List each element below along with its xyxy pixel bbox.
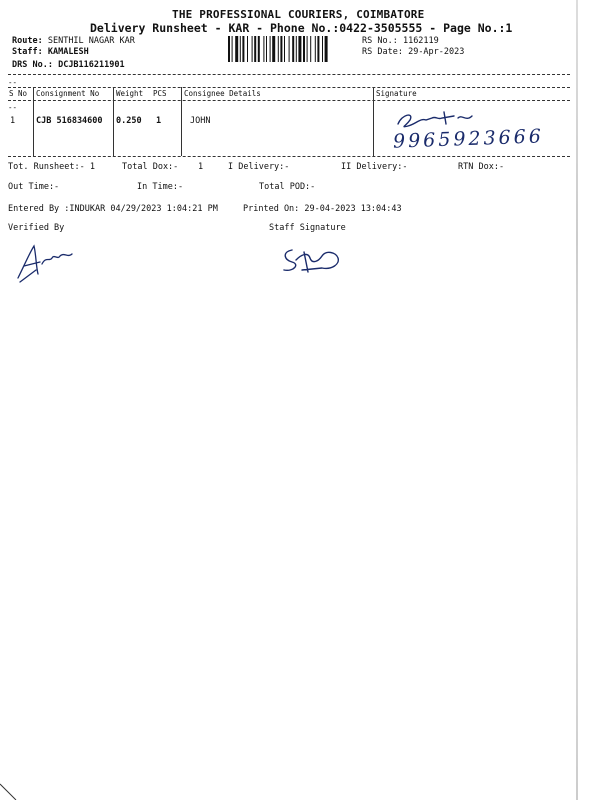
rule-body-bottom — [8, 156, 570, 157]
rule-mark-2: -- — [8, 103, 18, 112]
drs-row — [12, 60, 125, 70]
scan-edge-shadow — [576, 0, 578, 800]
rule-header-top — [8, 87, 570, 88]
table-row-consignee: JOHN — [190, 116, 211, 126]
col-header-consignee: Consignee Details — [184, 89, 261, 98]
runsheet-title: Delivery Runsheet - KAR - Phone No.:0422-3505555 - Page No.:1 — [90, 21, 513, 35]
total-runsheet: Tot. Runsheet:- 1 — [8, 162, 95, 172]
company-title: THE PROFESSIONAL COURIERS, COIMBATORE — [172, 8, 425, 21]
rs-date-label: RS Date: — [362, 47, 403, 57]
rtn-dox: RTN Dox:- — [458, 162, 505, 172]
table-row-consignment: CJB 516834600 — [36, 116, 103, 126]
drs-label: DRS No.: — [12, 60, 53, 70]
route-label: Route: — [12, 36, 43, 46]
ii-delivery: II Delivery:- — [341, 162, 408, 172]
in-time: In Time:- — [137, 182, 184, 192]
rs-no-label: RS No.: — [362, 36, 398, 46]
table-row-weight: 0.250 — [116, 116, 142, 126]
rule-header-bottom — [8, 100, 570, 101]
verifier-signature-icon — [14, 240, 84, 285]
staff-label: Staff: — [12, 47, 43, 57]
corner-fold-icon — [0, 782, 20, 800]
col-line — [181, 87, 182, 156]
barcode-icon — [228, 36, 354, 62]
verified-by-label: Verified By — [8, 223, 65, 233]
rs-date-value: 29-Apr-2023 — [408, 47, 465, 57]
staff-value: KAMALESH — [47, 47, 89, 57]
col-header-pcs: PCS — [153, 89, 167, 98]
total-pod: Total POD:- — [259, 182, 316, 192]
route-row — [12, 36, 135, 46]
i-delivery: I Delivery:- — [228, 162, 290, 172]
col-header-weight: Weight — [116, 89, 144, 98]
printed-on: Printed On: 29-04-2023 13:04:43 — [243, 204, 402, 214]
col-header-consignment: Consignment No — [36, 89, 100, 98]
col-header-signature: Signature — [376, 89, 417, 98]
table-row-pcs: 1 — [156, 116, 162, 126]
table-row-sno: 1 — [10, 116, 16, 126]
receiver-phone-handwritten: 9965923666 — [392, 125, 545, 153]
rs-date-row — [362, 47, 464, 57]
col-header-sno: S No — [9, 89, 28, 98]
rule-mark: -- — [8, 78, 18, 87]
staff-row — [12, 47, 89, 57]
rs-no-row — [362, 36, 439, 46]
col-line — [33, 87, 34, 156]
route-value: SENTHIL NAGAR KAR — [47, 36, 135, 46]
total-dox-value: 1 — [198, 162, 204, 172]
entered-by: Entered By :INDUKAR 04/29/2023 1:04:21 PM — [8, 204, 218, 214]
col-line — [113, 87, 114, 156]
rs-no-value: 1162119 — [402, 36, 439, 46]
drs-value: DCJB116211901 — [58, 60, 125, 70]
rule-top — [8, 74, 570, 75]
col-line — [373, 87, 374, 156]
staff-signature-icon — [278, 242, 350, 278]
staff-signature-label: Staff Signature — [269, 223, 346, 233]
total-dox-label: Total Dox:- — [122, 162, 179, 172]
out-time: Out Time:- — [8, 182, 60, 192]
